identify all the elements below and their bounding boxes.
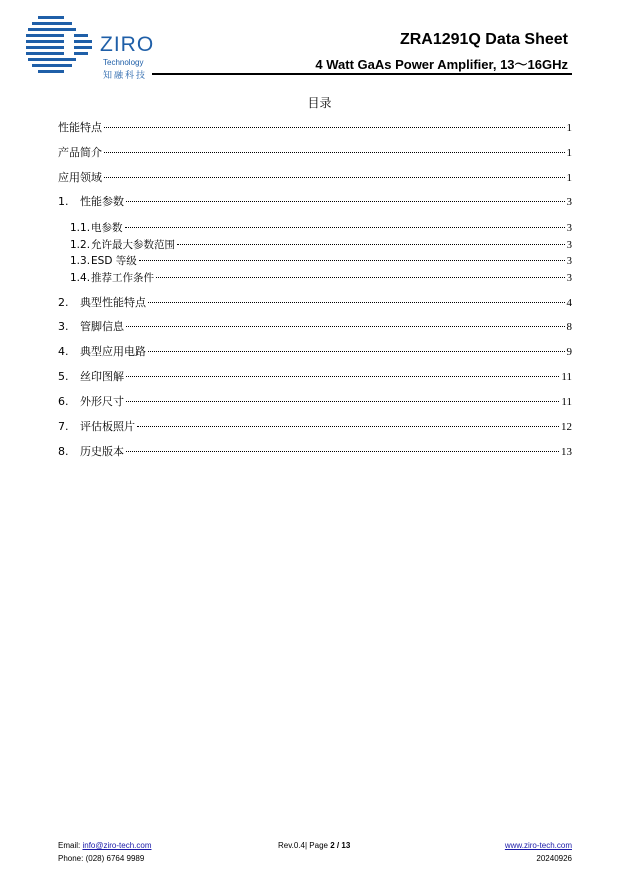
toc-leader-dots: [104, 152, 565, 153]
toc-entry-label: 评估板照片: [80, 420, 135, 433]
toc-entry-label: 典型性能特点: [80, 296, 146, 309]
toc-entry[interactable]: [58, 296, 572, 310]
toc-entry[interactable]: [58, 345, 572, 359]
toc-entry-number: 5.: [58, 370, 69, 383]
footer-email-link[interactable]: info@ziro-tech.com: [82, 841, 152, 850]
toc-entry-label: 性能特点: [58, 121, 102, 134]
footer-page-info: Rev.0.4| Page 2 / 13: [278, 841, 351, 850]
toc-entry-page: 1: [566, 172, 572, 184]
toc-entry-label: 外形尺寸: [80, 395, 124, 408]
footer-page-total: 13: [341, 841, 351, 850]
toc-entry[interactable]: [58, 121, 572, 135]
toc-entry-number: 3.: [58, 320, 69, 333]
toc-entry[interactable]: [58, 146, 572, 160]
toc-entry-page: 1: [566, 147, 572, 159]
toc-entry-label: 推荐工作条件: [91, 272, 155, 284]
toc-entry-label: 丝印图解: [80, 370, 124, 383]
footer-phone-label: Phone:: [58, 854, 84, 863]
toc-entry-number: 6.: [58, 395, 69, 408]
toc-leader-dots: [126, 201, 565, 202]
toc-entry-number: 1.: [58, 195, 69, 208]
toc-entry-number: 1.2.: [70, 239, 91, 251]
toc-entry-page: 3: [566, 240, 572, 251]
toc-entry[interactable]: [58, 395, 572, 409]
footer-revision: Rev.0.4: [278, 841, 305, 850]
footer-email: [58, 841, 152, 850]
toc-entry-number: 2.: [58, 296, 69, 309]
toc-leader-dots: [104, 177, 565, 178]
toc-entry-page: 1: [566, 122, 572, 134]
footer-date: 20240926: [536, 854, 572, 863]
toc-entry-page: 11: [561, 371, 572, 383]
toc-entry-number: 7.: [58, 420, 69, 433]
footer-website: [505, 841, 572, 850]
toc-leader-dots: [148, 351, 565, 352]
toc-leader-dots: [125, 227, 565, 228]
toc-entry-page: 3: [566, 256, 572, 267]
toc-leader-dots: [177, 244, 565, 245]
toc-entry-number: 1.4.: [70, 272, 91, 284]
toc-entry-page: 11: [561, 396, 572, 408]
toc-leader-dots: [137, 426, 559, 427]
toc-heading: 目录: [307, 96, 332, 110]
toc-entry-label: 管脚信息: [80, 320, 124, 333]
toc-subentry[interactable]: [70, 238, 572, 253]
footer-phone-value: (028) 6764 9989: [85, 854, 145, 863]
toc-entry-number: 4.: [58, 345, 69, 358]
toc-subentry[interactable]: [70, 271, 572, 286]
document-subtitle: 4 Watt GaAs Power Amplifier, 13～16GHz: [315, 57, 568, 72]
toc-leader-dots: [156, 277, 565, 278]
toc-leader-dots: [104, 127, 565, 128]
logo-text: ZIRO: [100, 33, 155, 56]
toc-leader-dots: [139, 260, 565, 261]
toc-leader-dots: [126, 401, 559, 402]
toc-entry-label: 性能参数: [80, 195, 124, 208]
toc-entry[interactable]: [58, 445, 572, 459]
toc-entry[interactable]: [58, 370, 572, 384]
header-divider: [152, 73, 572, 75]
toc-entry-page: 13: [561, 446, 572, 458]
toc-leader-dots: [126, 326, 565, 327]
footer-page-label: Page: [309, 841, 328, 850]
toc-entry-label: 允许最大参数范围: [91, 239, 176, 251]
toc-entry-page: 8: [566, 321, 572, 333]
toc-subentry[interactable]: [70, 221, 572, 236]
toc-entry-label: 历史版本: [80, 445, 124, 458]
toc-entry-label: 电参数: [91, 222, 123, 234]
footer-email-label: Email:: [58, 841, 81, 850]
toc-entry-label: 应用领域: [58, 171, 102, 184]
footer-phone: [58, 854, 144, 863]
toc-entry-page: 4: [566, 297, 572, 309]
toc-entry-page: 3: [566, 223, 572, 234]
toc-entry-number: 1.3.: [70, 255, 91, 267]
toc-entry-number: 8.: [58, 445, 69, 458]
toc-entry[interactable]: [58, 171, 572, 185]
toc-entry[interactable]: [58, 420, 572, 434]
toc-entry-page: 3: [566, 273, 572, 284]
toc-entry-page: 3: [566, 196, 572, 208]
toc-subentry[interactable]: [70, 254, 572, 269]
toc-leader-dots: [126, 451, 559, 452]
footer-website-link[interactable]: www.ziro-tech.com: [504, 841, 572, 850]
document-title: ZRA1291Q Data Sheet: [399, 31, 568, 48]
toc-leader-dots: [126, 376, 559, 377]
toc-entry-page: 12: [561, 421, 572, 433]
toc-entry-label: 典型应用电路: [80, 345, 146, 358]
footer-page-number: 2: [330, 841, 335, 850]
toc-entry-page: 9: [566, 346, 572, 358]
toc-entry[interactable]: [58, 320, 572, 334]
toc-entry-number: 1.1.: [70, 222, 91, 234]
logo-chinese-text: 知融科技: [103, 71, 148, 81]
toc-entry-label: ESD 等级: [91, 255, 137, 267]
toc-entry-label: 产品简介: [58, 146, 102, 159]
logo-subtext: Technology: [103, 58, 144, 67]
toc-leader-dots: [148, 302, 565, 303]
toc-entry[interactable]: [58, 195, 572, 209]
